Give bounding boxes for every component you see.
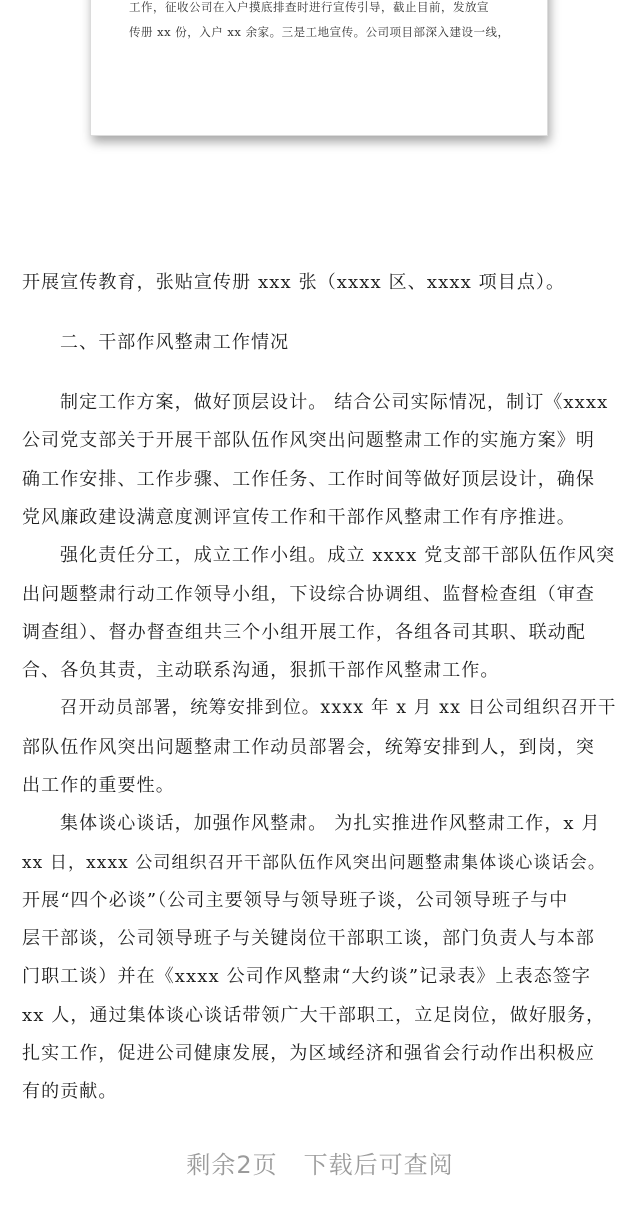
paragraph-line: 出工作的重要性。 bbox=[22, 775, 175, 796]
paragraph-line: 有的贡献。 bbox=[22, 1081, 118, 1102]
paragraph-line: 调查组）、督办督查组共三个小组开展工作，各组各司其职、联动配 bbox=[22, 622, 586, 643]
paragraph-line: 部队伍作风突出问题整肃工作动员部署会，统筹安排到人，到岗，突 bbox=[22, 737, 595, 758]
page-preview-area bbox=[0, 0, 640, 215]
preview-line: 传册 xx 份，入户 xx 余家。三是工地宣传。公司项目部深入建设一线， bbox=[129, 25, 510, 39]
download-to-read-button[interactable] bbox=[0, 1145, 640, 1180]
paragraph-line: 扎实工作，促进公司健康发展，为区域经济和强省会行动作出积极应 bbox=[22, 1043, 595, 1064]
paragraph-line: 层干部谈，公司领导班子与关键岗位干部职工谈，部门负责人与本部 bbox=[22, 928, 595, 949]
paragraph-line: 出问题整肃行动工作领导小组，下设综合协调组、监督检查组（审查 bbox=[22, 584, 595, 605]
paragraph-line: 门职工谈）并在《xxxx 公司作风整肃“大约谈”记录表》上表态签字 bbox=[22, 966, 592, 987]
paragraph-line: 强化责任分工，成立工作小组。成立 xxxx 党支部干部队伍作风突 bbox=[60, 545, 616, 566]
paragraph-line: 召开动员部署，统筹安排到位。xxxx 年 x 月 xx 日公司组织召开干 bbox=[60, 698, 617, 718]
document-page-thumbnail[interactable] bbox=[90, 0, 548, 136]
paragraph-line: xx 人，通过集体谈心谈话带领广大干部职工，立足岗位，做好服务， bbox=[22, 1005, 606, 1026]
preview-line: 工作，征收公司在入户摸底排查时进行宣传引导，截止目前，发放宣 bbox=[129, 0, 489, 14]
paragraph-line: 开展“四个必谈”（公司主要领导与领导班子谈，公司领导班子与中 bbox=[22, 890, 569, 911]
paragraph-line: xx 日，xxxx 公司组织召开干部队伍作风突出问题整肃集体谈心谈话会。 bbox=[22, 853, 606, 873]
paragraph-line: 制定工作方案，做好顶层设计。 结合公司实际情况，制订《xxxx bbox=[60, 392, 609, 413]
section-heading: 二、干部作风整肃工作情况 bbox=[60, 332, 290, 353]
remaining-pages-label: 剩余2页 bbox=[186, 1151, 278, 1179]
paragraph-line: 确工作安排、工作步骤、工作任务、工作时间等做好顶层设计，确保 bbox=[22, 469, 595, 490]
download-action-label: 下载后可查阅 bbox=[303, 1151, 454, 1179]
paragraph-line: 合、各负其责，主动联系沟通，狠抓干部作风整肃工作。 bbox=[22, 660, 500, 681]
paragraph-line: 公司党支部关于开展干部队伍作风突出问题整肃工作的实施方案》明 bbox=[22, 430, 595, 451]
paragraph-line: 开展宣传教育，张贴宣传册 xxx 张（xxxx 区、xxxx 项目点）。 bbox=[22, 272, 566, 293]
paragraph-line: 集体谈心谈话，加强作风整肃。 为扎实推进作风整肃工作，x 月 bbox=[60, 813, 601, 834]
paragraph-line: 党风廉政建设满意度测评宣传工作和干部作风整肃工作有序推进。 bbox=[22, 507, 576, 528]
